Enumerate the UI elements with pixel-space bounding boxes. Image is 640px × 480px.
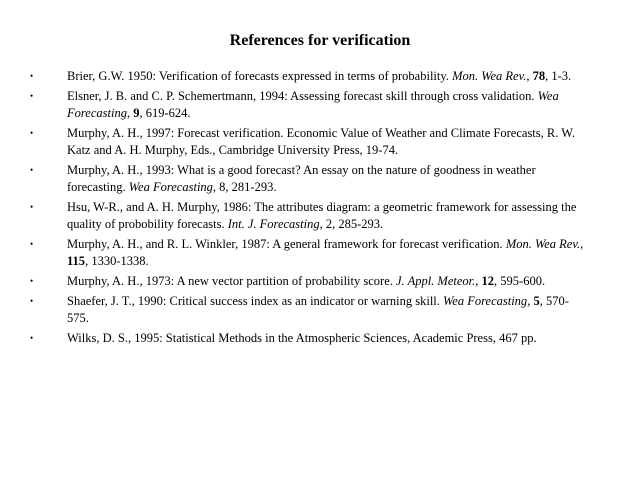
reference-text-segment: Murphy, A. H., 1997: Forecast verification. Economic Value of Weather and Climate Forecasts, R. W. Katz and A. H. Murphy, Eds., Cambridge University Press, 19-74.	[67, 126, 576, 157]
reference-text-segment: Murphy, A. H., 1993: What is a good forecast? An essay on the nature of goodness in weather forecasting.	[67, 163, 536, 194]
reference-text-segment: ,	[526, 69, 533, 83]
reference-text-segment: Int. J. Forecasting	[227, 217, 320, 231]
reference-item	[30, 68, 590, 85]
reference-item	[30, 236, 590, 270]
reference-text-segment: Shaefer, J. T., 1990: Critical success index as an indicator or warning skill.	[67, 294, 444, 308]
bullet-icon: •	[30, 128, 34, 138]
reference-text-segment: , 2, 285-293.	[319, 217, 384, 231]
reference-text-segment: Murphy, A. H., and R. L. Winkler, 1987: A general framework for forecast verification.	[67, 237, 506, 251]
reference-text-segment: ,	[126, 106, 134, 120]
bullet-icon: •	[30, 71, 34, 81]
reference-text-segment: , 570-575.	[67, 294, 569, 325]
reference-text-segment: , 8, 281-293.	[212, 180, 277, 194]
reference-item	[30, 199, 590, 233]
bullet-icon: •	[30, 91, 34, 101]
reference-text-segment: J. Appl. Meteor.	[396, 274, 476, 288]
reference-text-segment: , 595-600.	[494, 274, 546, 288]
reference-item	[30, 162, 590, 196]
reference-text-segment: Wea Forecasting	[128, 180, 213, 194]
bullet-icon: •	[30, 276, 34, 286]
reference-item	[30, 293, 590, 327]
reference-text-segment: Mon. Wea Rev.	[505, 237, 581, 251]
reference-text-segment: Elsner, J. B. and C. P. Schemertmann, 1994: Assessing forecast skill through cross validation.	[67, 89, 538, 103]
reference-text-segment: , 1330-1338.	[85, 254, 149, 268]
reference-text-segment: Murphy, A. H., 1973: A new vector partition of probability score.	[67, 274, 396, 288]
reference-text-segment: 12	[481, 274, 495, 288]
reference-text-segment: 115	[67, 254, 86, 268]
page-title: References for verification	[229, 32, 411, 49]
reference-text-segment: ,	[527, 294, 534, 308]
reference-text-segment: Brier, G.W. 1950: Verification of forecasts expressed in terms of probability.	[67, 69, 453, 83]
reference-text-segment: , 619-624.	[139, 106, 191, 120]
reference-item	[30, 125, 590, 159]
reference-item	[30, 88, 590, 122]
reference-text-segment: , 1-3.	[545, 69, 572, 83]
bullet-icon: •	[30, 202, 34, 212]
reference-text-segment: Wilks, D. S., 1995: Statistical Methods in the Atmospheric Sciences, Academic Press, 467 pp.	[67, 331, 537, 345]
bullet-icon: •	[30, 296, 34, 306]
reference-text-segment: 78	[532, 69, 546, 83]
reference-text-segment: 5	[533, 294, 540, 308]
reference-text-segment: ,	[475, 274, 482, 288]
reference-item	[30, 273, 590, 290]
reference-list	[30, 68, 590, 350]
bullet-icon: •	[30, 239, 34, 249]
reference-text-segment: 9	[133, 106, 140, 120]
reference-text-segment: Mon. Wea Rev.	[452, 69, 527, 83]
reference-text-segment: Wea Forecasting	[67, 89, 559, 120]
reference-item	[30, 330, 590, 347]
bullet-icon: •	[30, 165, 34, 175]
reference-text-segment: ,	[580, 237, 584, 251]
bullet-icon: •	[30, 333, 34, 343]
reference-text-segment: Wea Forecasting	[443, 294, 528, 308]
reference-text-segment: Hsu, W-R., and A. H. Murphy, 1986: The attributes diagram: a geometric framework for assessing the quality of probobility forecasts.	[67, 200, 577, 231]
